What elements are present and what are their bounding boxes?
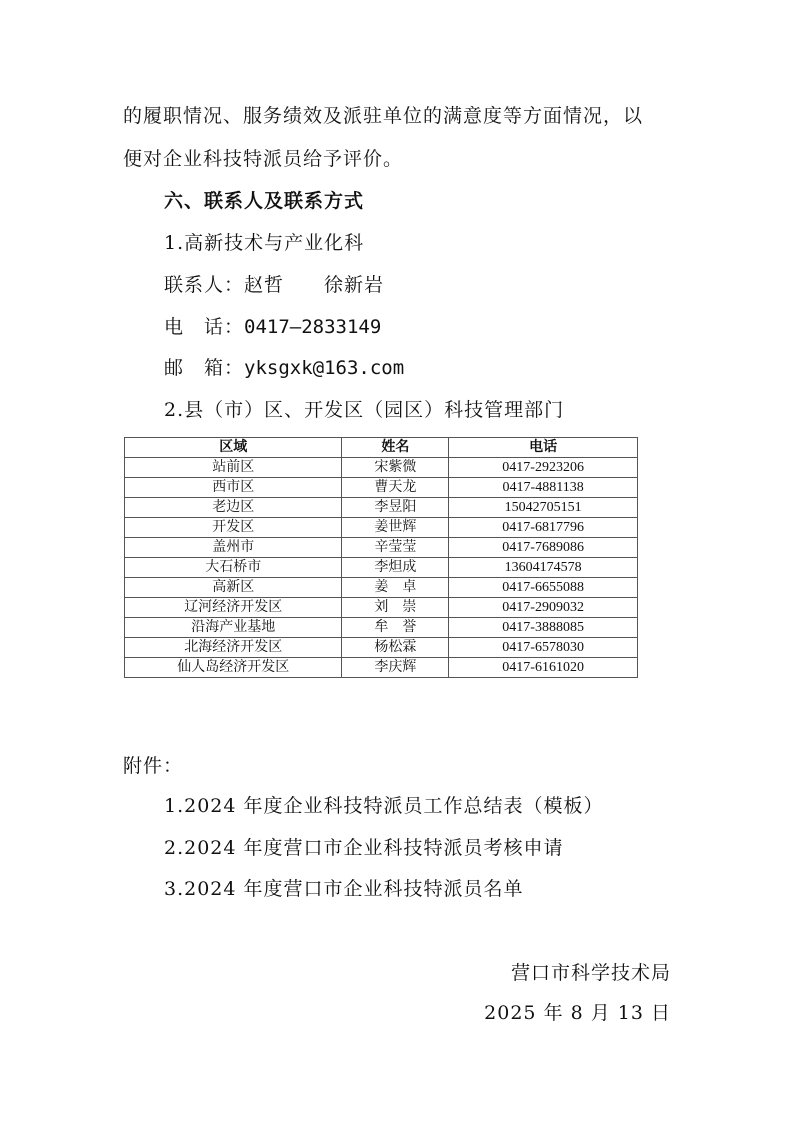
contact-persons: 联系人：赵哲 徐新岩 xyxy=(164,274,385,296)
cell-region: 盖州市 xyxy=(125,538,342,558)
cell-region: 西市区 xyxy=(125,478,342,498)
table-row xyxy=(125,578,638,598)
cell-region: 高新区 xyxy=(125,578,342,598)
table-body xyxy=(125,458,638,678)
table-row xyxy=(125,598,638,618)
cell-region: 辽河经济开发区 xyxy=(125,598,342,618)
signature-org: 营口市科学技术局 xyxy=(510,962,671,984)
cell-name: 李昱阳 xyxy=(342,498,449,518)
cell-phone: 0417-6817796 xyxy=(449,518,638,538)
cell-name: 曹天龙 xyxy=(342,478,449,498)
cell-region: 北海经济开发区 xyxy=(125,638,342,658)
table-row xyxy=(125,558,638,578)
phone-value: 0417—2833149 xyxy=(244,316,382,338)
header-region: 区域 xyxy=(125,438,342,458)
item-1-title: 1.高新技术与产业化科 xyxy=(164,232,365,254)
table-row xyxy=(125,498,638,518)
cell-region: 站前区 xyxy=(125,458,342,478)
cell-phone: 0417-4881138 xyxy=(449,478,638,498)
cell-region: 仙人岛经济开发区 xyxy=(125,658,342,678)
contacts-table xyxy=(124,437,638,678)
table-header-row xyxy=(125,438,638,458)
cell-name: 杨松霖 xyxy=(342,638,449,658)
email-line xyxy=(164,356,404,380)
table-row xyxy=(125,658,638,678)
header-phone: 电话 xyxy=(449,438,638,458)
attachment-item-1: 1.2024 年度企业科技特派员工作总结表（模板） xyxy=(164,795,604,817)
cell-phone: 0417-6578030 xyxy=(449,638,638,658)
cell-region: 老边区 xyxy=(125,498,342,518)
cell-name: 李炟成 xyxy=(342,558,449,578)
attachment-item-2: 2.2024 年度营口市企业科技特派员考核申请 xyxy=(164,837,564,859)
cell-phone: 0417-6161020 xyxy=(449,658,638,678)
table-row xyxy=(125,638,638,658)
table-row xyxy=(125,518,638,538)
attachment-item-3: 3.2024 年度营口市企业科技特派员名单 xyxy=(164,878,524,900)
paragraph-line-1: 的履职情况、服务绩效及派驻单位的满意度等方面情况，以 xyxy=(123,105,644,127)
cell-region: 大石桥市 xyxy=(125,558,342,578)
attachments-label: 附件： xyxy=(123,755,184,777)
cell-name: 牟 誉 xyxy=(342,618,449,638)
cell-phone: 0417-3888085 xyxy=(449,618,638,638)
cell-phone: 0417-7689086 xyxy=(449,538,638,558)
cell-region: 开发区 xyxy=(125,518,342,538)
cell-phone: 0417-2909032 xyxy=(449,598,638,618)
email-value: yksgxk@163.com xyxy=(244,357,405,379)
signature-date: 2025 年 8 月 13 日 xyxy=(484,1002,671,1024)
cell-name: 刘 崇 xyxy=(342,598,449,618)
cell-phone: 0417-2923206 xyxy=(449,458,638,478)
cell-name: 姜世辉 xyxy=(342,518,449,538)
cell-name: 姜 卓 xyxy=(342,578,449,598)
item-2-title: 2.县（市）区、开发区（园区）科技管理部门 xyxy=(164,399,565,421)
email-label: 邮 箱： xyxy=(164,357,245,379)
cell-name: 李庆辉 xyxy=(342,658,449,678)
cell-phone: 15042705151 xyxy=(449,498,638,518)
cell-region: 沿海产业基地 xyxy=(125,618,342,638)
phone-line xyxy=(164,315,381,339)
table-row xyxy=(125,458,638,478)
paragraph-line-2: 便对企业科技特派员给予评价。 xyxy=(123,148,404,170)
cell-name: 辛莹莹 xyxy=(342,538,449,558)
section-6-heading: 六、联系人及联系方式 xyxy=(164,190,365,212)
header-name: 姓名 xyxy=(342,438,449,458)
cell-phone: 13604174578 xyxy=(449,558,638,578)
table-row xyxy=(125,618,638,638)
cell-name: 宋紫微 xyxy=(342,458,449,478)
table-row xyxy=(125,538,638,558)
table-row xyxy=(125,478,638,498)
cell-phone: 0417-6655088 xyxy=(449,578,638,598)
phone-label: 电 话： xyxy=(164,316,245,338)
